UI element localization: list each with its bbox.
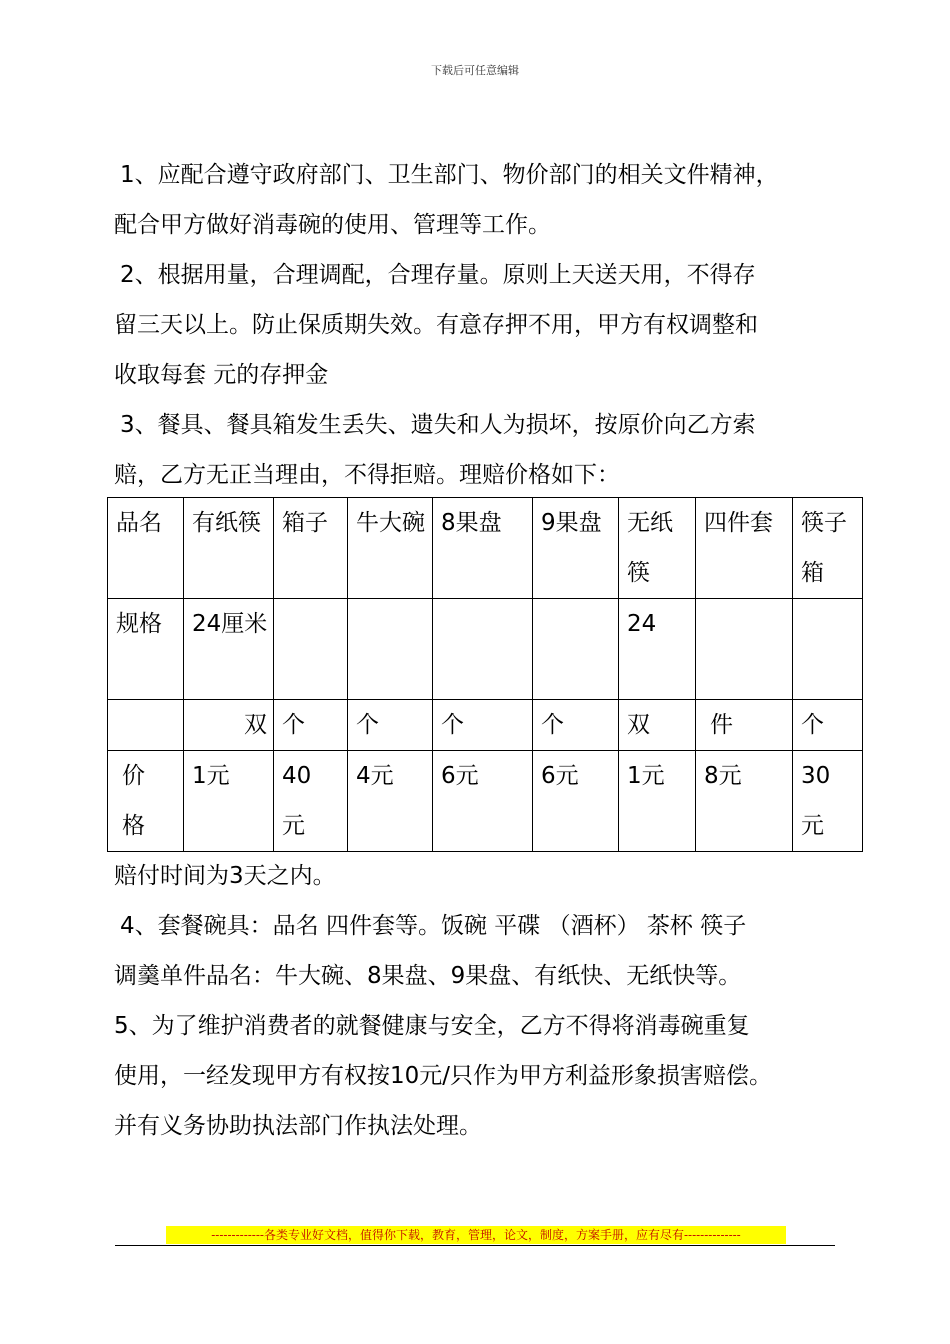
table-cell: 24厘米 — [184, 599, 274, 700]
footer-promo-banner: -------------各类专业好文档，值得你下载，教育，管理，论文，制度，方案手册，应有尽有-------------- — [166, 1226, 786, 1244]
clause-5-line-2: 使用，一经发现甲方有权按10元/只作为甲方利益形象损害赔偿。 — [114, 1063, 773, 1089]
table-cell: 牛大碗 — [348, 498, 433, 599]
clause-1-line-1: 1、应配合遵守政府部门、卫生部门、物价部门的相关文件精神， — [120, 162, 779, 188]
clause-2-line-3: 收取每套 元的存押金 — [114, 362, 329, 388]
table-cell: 四件套 — [696, 498, 793, 599]
clause-4-line-2: 调羹单件品名：牛大碗、8果盘、9果盘、有纸快、无纸快等。 — [114, 963, 742, 989]
table-cell — [108, 700, 184, 751]
table-cell: 双 — [619, 700, 696, 751]
table-cell: 个 — [533, 700, 619, 751]
table-cell: 个 — [348, 700, 433, 751]
clause-5-line-3: 并有义务协助执法部门作执法处理。 — [114, 1113, 482, 1139]
clause-1-line-2: 配合甲方做好消毒碗的使用、管理等工作。 — [114, 212, 551, 238]
clause-5-line-1: 5、为了维护消费者的就餐健康与安全，乙方不得将消毒碗重复 — [114, 1013, 750, 1039]
compensation-time-line: 赔付时间为3天之内。 — [114, 863, 336, 889]
clause-3 — [114, 400, 854, 500]
table-cell — [348, 599, 433, 700]
clause-2-line-1: 2、根据用量，合理调配，合理存量。原则上天送天用，不得存 — [120, 262, 756, 288]
table-row-spec — [108, 599, 863, 700]
table-cell: 个 — [274, 700, 348, 751]
table-cell: 个 — [433, 700, 533, 751]
table-cell — [274, 599, 348, 700]
table-cell: 有纸筷 — [184, 498, 274, 599]
table-cell: 1元 — [619, 751, 696, 852]
table-cell — [433, 599, 533, 700]
table-cell: 筷子箱 — [793, 498, 863, 599]
compensation-price-table — [107, 497, 863, 852]
table-cell: 8元 — [696, 751, 793, 852]
table-cell: 价格 — [108, 751, 184, 852]
table-cell: 品名 — [108, 498, 184, 599]
table-cell — [696, 599, 793, 700]
table-row-price — [108, 751, 863, 852]
compensation-time-note — [114, 851, 854, 901]
clause-3-line-1: 3、餐具、餐具箱发生丢失、遗失和人为损坏，按原价向乙方索 — [120, 412, 756, 438]
table-cell: 无纸筷 — [619, 498, 696, 599]
table-cell: 4元 — [348, 751, 433, 852]
table-cell: 件 — [696, 700, 793, 751]
table-cell: 24 — [619, 599, 696, 700]
clause-4-line-1: 4、套餐碗具：品名 四件套等。饭碗 平碟 （酒杯） 茶杯 筷子 — [120, 913, 747, 939]
table-cell: 30元 — [793, 751, 863, 852]
page-header: 下载后可任意编辑 — [431, 64, 519, 77]
table-row-unit — [108, 700, 863, 751]
table-cell: 40元 — [274, 751, 348, 852]
table-cell: 规格 — [108, 599, 184, 700]
table-cell — [533, 599, 619, 700]
clause-3-line-2: 赔，乙方无正当理由，不得拒赔。理赔价格如下： — [114, 462, 620, 488]
table-cell: 6元 — [533, 751, 619, 852]
clause-2-line-2: 留三天以上。防止保质期失效。有意存押不用，甲方有权调整和 — [114, 312, 758, 338]
table-cell: 1元 — [184, 751, 274, 852]
table-cell: 6元 — [433, 751, 533, 852]
clause-5 — [114, 1001, 854, 1151]
table-cell: 个 — [793, 700, 863, 751]
clause-2 — [114, 250, 854, 400]
footer-divider — [115, 1245, 835, 1246]
table-cell: 8果盘 — [433, 498, 533, 599]
table-cell: 箱子 — [274, 498, 348, 599]
clause-1 — [114, 150, 854, 250]
table-row-item-name — [108, 498, 863, 599]
table-cell: 9果盘 — [533, 498, 619, 599]
table-cell — [793, 599, 863, 700]
table-cell: 双 — [184, 700, 274, 751]
clause-4 — [114, 901, 854, 1001]
